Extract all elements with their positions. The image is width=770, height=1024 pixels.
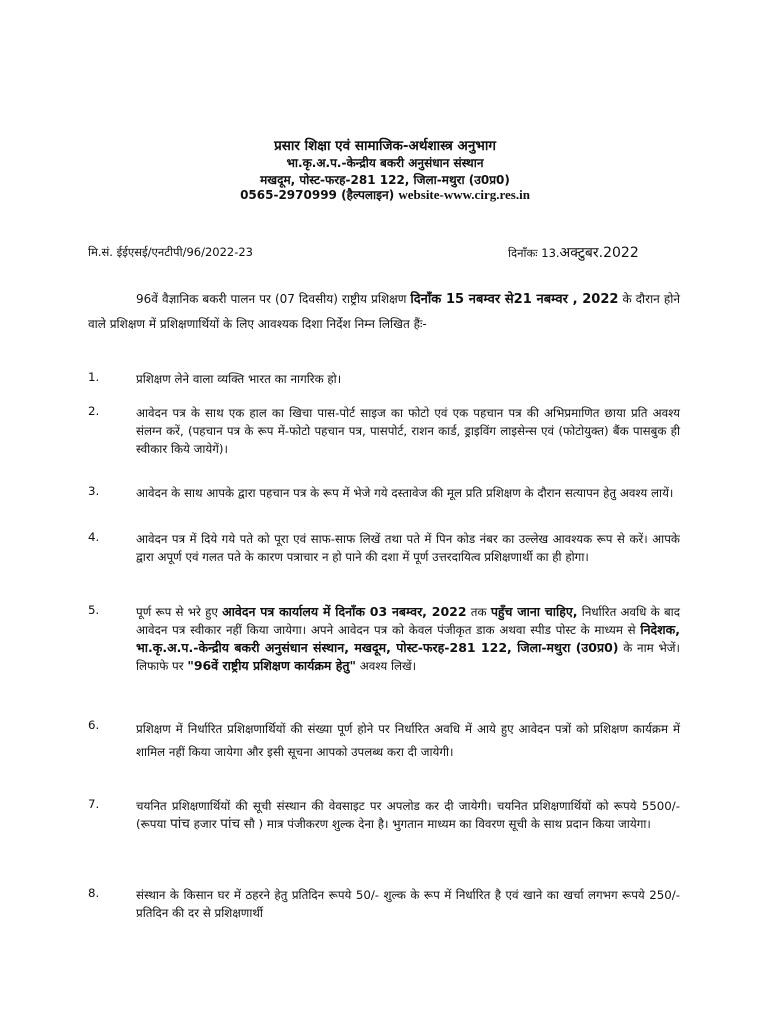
item-text bbox=[136, 603, 680, 675]
institute-address: मखदूम, पोस्ट-फरह-281 122, जिला-मथुरा (उ0प्र0) bbox=[260, 173, 510, 187]
training-dates: दिनाँक 15 नबम्वर से21 नबम्वर , 2022 bbox=[410, 292, 619, 307]
item-text: प्रशिक्षण में निर्धारित प्रशिक्षणार्थियों की संख्या पूर्ण होने पर निर्धारित अवधि में आये हुए आवेदन पत्रों को प्रशिक्षण कार्यक्रम में शामिल नहीं किया जायेगा और इसी सूचना आपको उपलब्ध करा दी जायेगी। bbox=[136, 722, 680, 759]
helpline-phone: 0565-2970999 (हैल्पलाइन) bbox=[240, 188, 395, 202]
amount-word: पांच bbox=[170, 816, 190, 832]
text-segment: तक bbox=[466, 605, 491, 619]
text-segment: के नाम भेजें। लिफाफे पर bbox=[136, 641, 680, 673]
website-link[interactable]: website-www.cirg.res.in bbox=[398, 187, 530, 202]
guideline-item-2 bbox=[88, 404, 680, 458]
item-text: आवेदन पत्र में दिये गये पते को पूरा एवं साफ-साफ लिखें तथा पते में पिन कोड नंबर का उल्लेख आवश्यक रूप से करें। आपके द्वारा अपूर्ण एवं गलत पते के कारण पत्राचार न हो पाने की दशा में पूर्ण उत्तरदायित्व प्रशिक्षणार्थी का ही होगा। bbox=[136, 532, 680, 564]
text-segment: सौ ) मात्र पंजीकरण शुल्क देना है। भुगतान माध्यम का विवरण सूची के साथ प्रदान किया जायेगा। bbox=[240, 817, 651, 831]
text-segment: हजार bbox=[189, 817, 221, 831]
item-text bbox=[136, 797, 680, 833]
deadline-emphasis: पहुँच जाना चाहिए, bbox=[490, 604, 578, 619]
guideline-item-5 bbox=[88, 603, 680, 675]
section-heading: प्रसार शिक्षा एवं सामाजिक-अर्थशास्त्र अनुभाग bbox=[274, 138, 496, 154]
guideline-item-4 bbox=[88, 530, 680, 566]
guideline-item-1 bbox=[88, 370, 680, 388]
guideline-item-8 bbox=[88, 886, 680, 922]
item-text: प्रशिक्षण लेने वाला व्यक्ति भारत का नागरिक हो। bbox=[136, 372, 342, 386]
text-segment: निर्धारित अवधि के बाद आवेदन पत्र स्वीकार नहीं किया जायेगा। अपने आवेदन पत्र को केवल पंजीकृत डाक अथवा स्पीड पोस्ट के माध्यम से bbox=[136, 605, 680, 637]
text-segment: चयनित प्रशिक्षणार्थियों की सूची संस्थान की वेवसाइट पर अपलोड कर दी जायेगी। चयनित प्रशिक्षणार्थियों को रूपये 5500/- (रूपया bbox=[136, 799, 680, 831]
item-number: 1. bbox=[88, 370, 100, 384]
text-segment: पूर्ण रूप से भरे हुए bbox=[136, 605, 223, 619]
item-number: 4. bbox=[88, 530, 100, 544]
item-number: 6. bbox=[88, 718, 100, 732]
item-number: 3. bbox=[88, 484, 100, 498]
item-text: आवेदन के साथ आपके द्वारा पहचान पत्र के रूप में भेजे गये दस्तावेज की मूल प्रति प्रशिक्षण के दौरान सत्यापन हेतु अवश्य लायें। bbox=[136, 486, 674, 500]
item-number: 7. bbox=[88, 797, 100, 811]
reference-number: मि.सं. ईईएसई/एनटीपी/96/2022-23 bbox=[88, 245, 254, 259]
item-text: आवेदन पत्र के साथ एक हाल का खिचा पास-पोर्ट साइज का फोटो एवं एक पहचान पत्र की अभिप्रमाणित छाया प्रति अवश्य संलग्न करें, (पहचान पत्र के रूप में-फोटो पहचान पत्र, पासपोर्ट, राशन कार्ड, ड्राइविंग लाइसेन्स एवं (फोटोयुक्त) बैंक पासबुक ही स्वीकार किये जायेगें)। bbox=[136, 406, 680, 456]
guideline-item-3 bbox=[88, 484, 680, 502]
item-number: 5. bbox=[88, 603, 100, 617]
deadline-text: आवेदन पत्र कार्यालय में दिनाँक 03 नबम्वर, 2022 bbox=[222, 604, 467, 619]
amount-word: पांच bbox=[220, 816, 241, 832]
intro-text-2: के दौरान होने वाले प्रशिक्षण में प्रशिक्षणार्थियों के लिए आवश्यक दिशा निर्देश निम्न लिखित हैंः- bbox=[88, 292, 680, 331]
envelope-label: "96वें राष्ट्रीय प्रशिक्षण कार्यक्रम हेतु" bbox=[187, 658, 357, 673]
item-number: 2. bbox=[88, 404, 100, 418]
item-text: संस्थान के किसान घर में ठहरने हेतु प्रतिदिन रूपये 50/- शुल्क के रूप में निर्धारित है एवं खाने का खर्चा लगभग रूपये 250/- प्रतिदिन की दर से प्रशिक्षणार्थी bbox=[136, 888, 680, 920]
letter-date bbox=[508, 243, 639, 262]
mailing-address: निदेशक, भा.कृ.अ.प.-केन्द्रीय बकरी अनुसंधान संस्थान, मखदूम, पोस्ट-फरह-281 122, जिला-मथुरा (उ0प्र0) bbox=[136, 622, 680, 655]
intro-paragraph bbox=[88, 287, 680, 337]
date-value: अक्टुबर.2022 bbox=[559, 245, 639, 261]
intro-text-1: 96वें वैज्ञानिक बकरी पालन पर (07 दिवसीय) राष्ट्रीय प्रशिक्षण bbox=[136, 292, 411, 306]
contact-line bbox=[0, 186, 770, 203]
guideline-item-6 bbox=[88, 718, 680, 764]
item-number: 8. bbox=[88, 886, 100, 900]
date-label: दिनाँकः 13. bbox=[508, 246, 560, 260]
institute-name: भा.कृ.अ.प.-केन्द्रीय बकरी अनुसंधान संस्थान bbox=[286, 156, 484, 170]
text-segment: अवश्य लिखें। bbox=[356, 659, 417, 673]
guideline-item-7 bbox=[88, 797, 680, 833]
